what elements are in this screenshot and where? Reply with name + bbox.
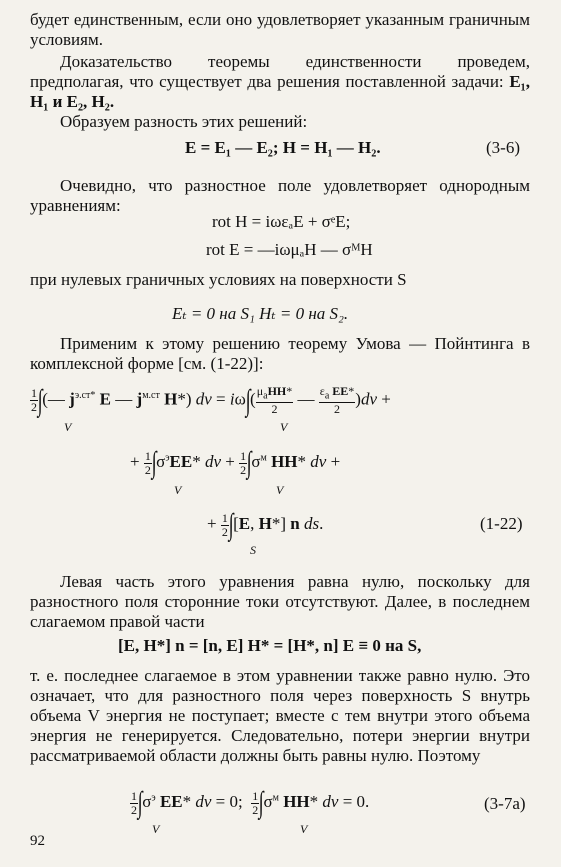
integral-limit-s: S (250, 543, 256, 557)
integral-limit-v: V (276, 483, 284, 497)
integral-limit-v: V (300, 822, 308, 836)
integral-limit-v: V (152, 822, 160, 836)
equation-last-term: [E, H*] n = [n, E] H* = [H*, n] E ≡ 0 на S, (118, 636, 422, 655)
equation-number-3-6: (3-6) (486, 138, 520, 157)
paragraph-2-text: Доказательство теоремы единственности проведем, предполагая, что существует два решения поставленной задачи: (30, 52, 530, 91)
equation-number-3-7a: (3-7а) (484, 794, 526, 813)
equation-rot-e: rot E = —iωμₐH — σᴹH (206, 240, 373, 259)
paragraph-6: Применим к этому решению теорему Умова — Пойнтинга в комплексной форме [см. (1-22)]: (30, 334, 530, 373)
paragraph-5: при нулевых граничных условиях на поверхности S (30, 270, 407, 289)
paragraph-1: будет единственным, если оно удовлетворяет указанным граничным условиям. (30, 10, 530, 49)
paragraph-3: Образуем разность этих решений: (60, 112, 308, 131)
paragraph-2 (30, 52, 530, 112)
paragraph-2-tail: E₁, H₁ и E₂, H₂. (30, 72, 531, 111)
integral-limit-v: V (174, 483, 182, 497)
page-number: 92 (30, 833, 45, 849)
equation-1-22-line-1: $\frac{1}{2}$ ∫(— $j^{э.ст*}$ E — $j^{м.ст}$ H*) dv = iω∫( $\frac{\mu_aHH*}{2}$ — $\frac{\varepsilon_a EE*}{2}$ )dv + (31, 383, 391, 417)
boundary-conditions: Eₜ = 0 на S₁ Hₜ = 0 на S₂. (172, 304, 349, 323)
integral-limit-v: V (280, 420, 288, 434)
equation-rot-h: rot H = iωεₐE + σᵉE; (212, 212, 351, 231)
integral-limit-v: V (64, 420, 72, 434)
equation-1-22-line-2: + $\frac{1}{2}$ $\int\sigma^эEE*$ dv + $\frac{1}{2}$ $\int\sigma^м$ HH* dv + (130, 446, 341, 479)
equation-3-6: E = E₁ — E₂; H = H₁ — H₂. (185, 138, 381, 157)
equation-1-22-line-3: + $\frac{1}{2}$ ∫[E, H*] n ds. (207, 508, 324, 541)
paragraph-7: Левая часть этого уравнения равна нулю, поскольку для разностного поля сторонние токи отсутствуют. Далее, в последнем слагаемом правой части (30, 572, 530, 631)
paragraph-4: Очевидно, что разностное поле удовлетворяет однородным уравнениям: (30, 176, 530, 215)
equation-number-1-22: (1-22) (480, 514, 523, 533)
equation-3-7a: $\frac{1}{2}$ $\int\sigma^э$ EE* dv = 0; $\frac{1}{2}$ $\int\sigma^м$ HH* dv = 0. (131, 786, 370, 819)
paragraph-8: т. е. последнее слагаемое в этом уравнении также равно нулю. Это означает, что для разностного поля через поверхность S внутрь объема V энергия не поступает; вместе с тем внутри этого объема энергия не генерируется. Следовательно, потери энергии внутри рассматриваемой области должны быть равны нулю. Поэтому (30, 666, 530, 765)
